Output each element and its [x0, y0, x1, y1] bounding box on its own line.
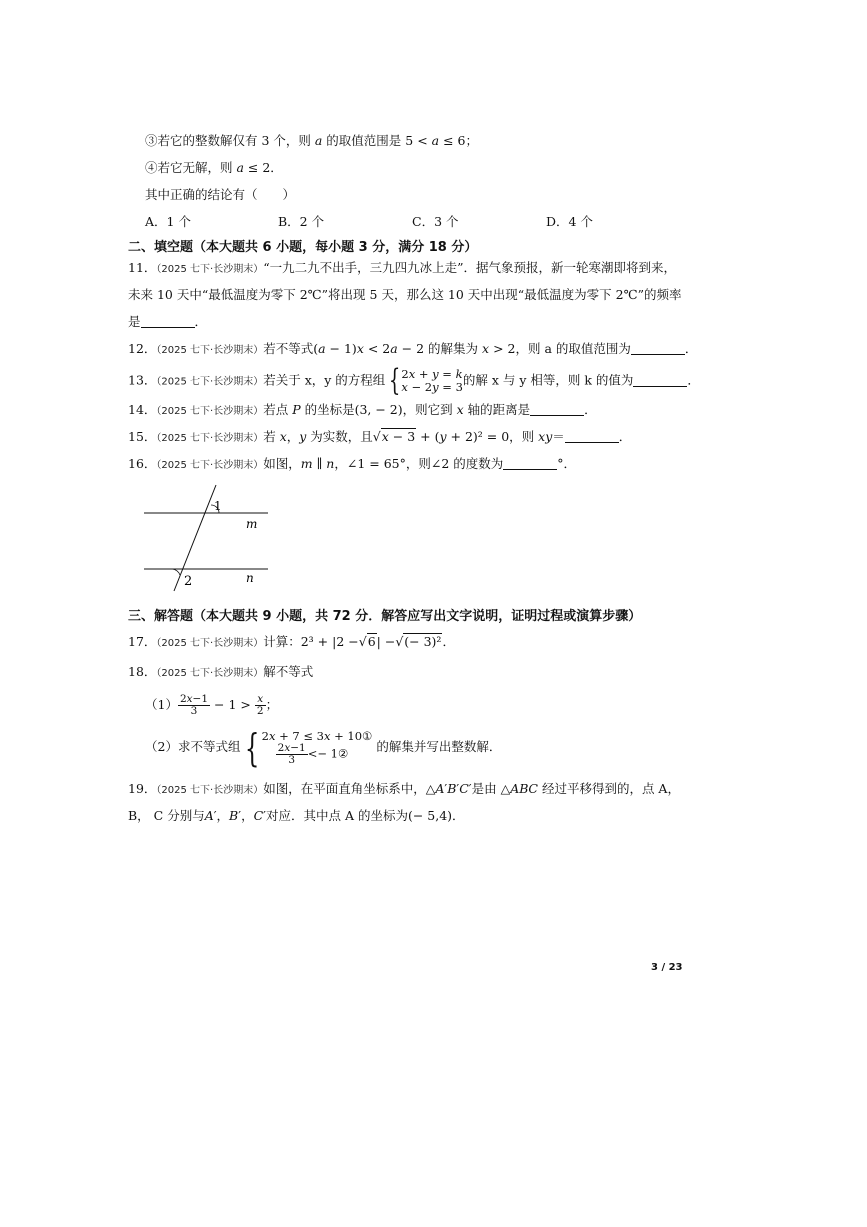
q10-option-a: A．1 个 — [145, 214, 191, 229]
q15-number: 15． — [128, 429, 157, 444]
angle-1-label: 1 — [214, 499, 222, 513]
q18-p1-numerator-2: 𝑥 — [255, 694, 266, 706]
q18-eq2-tail: <− 1② — [307, 746, 349, 760]
q10-prompt: 其中正确的结论有（ ） — [145, 187, 296, 202]
section-3-title: 三、解答题（本大题共 9 小题，共 72 分．解答应写出文字说明，证明过程或演算步骤） — [128, 609, 642, 624]
q13-brace: { — [389, 363, 401, 398]
q11-source: （2025 七下·长沙期末） — [156, 264, 264, 275]
q13-answer-blank[interactable] — [633, 374, 687, 387]
q17-radicand-2: (− 3)² — [404, 634, 442, 649]
q17-radical-2: √(− 3)² — [395, 634, 442, 649]
q15-text-b: + (𝑦 + 2)² = 0，则 𝑥𝑦＝ — [416, 429, 565, 444]
q10-item-4: ④若它无解，则 𝑎 ≤ 2． — [145, 160, 283, 175]
q18-p1-denominator: 3 — [190, 705, 198, 717]
q14-number: 14． — [128, 402, 157, 417]
q17-end: ． — [442, 634, 455, 649]
q18-eq2-denominator: 3 — [288, 753, 296, 766]
q10-option-b: B．2 个 — [278, 214, 325, 229]
q17-number: 17． — [128, 634, 157, 649]
angle-2-arc — [172, 569, 180, 575]
q10-option-c: C．3 个 — [412, 214, 459, 229]
q16-answer-blank[interactable] — [503, 457, 557, 470]
q14-text: 若点 𝑃 的坐标是(3, − 2)，则它到 𝑥 轴的距离是 — [263, 402, 531, 417]
q18-p1-denominator-2: 2 — [256, 705, 264, 717]
q18-brace: { — [245, 725, 260, 770]
q17-source: （2025 七下·长沙期末） — [156, 638, 264, 649]
q19-line-2: B， C 分别与𝐴′，𝐵′，𝐶′对应．其中点 A 的坐标为(− 5,4)． — [128, 808, 465, 823]
q18-text: 解不等式 — [263, 664, 314, 679]
q18-p1-numerator: 2𝑥−1 — [179, 693, 209, 705]
q14-source: （2025 七下·长沙期末） — [156, 406, 264, 417]
q14-answer-blank[interactable] — [530, 403, 584, 416]
q18-part-2-end: 的解集并写出整数解． — [376, 739, 502, 754]
q18-part-2-label: （2）求不等式组 — [145, 739, 241, 754]
q19-line-1 — [128, 781, 680, 799]
q18-part-1-mid: − 1 > — [214, 697, 251, 712]
q12-number: 12． — [128, 341, 157, 356]
q18-source: （2025 七下·长沙期末） — [156, 668, 264, 679]
q18-number: 18． — [128, 664, 157, 679]
q16-number: 16． — [128, 456, 157, 471]
q12-text-c: ，则 a 的取值范围为 — [515, 341, 631, 356]
q18-system — [262, 730, 373, 766]
q18-line — [128, 664, 313, 682]
q18-eq2 — [262, 743, 373, 766]
q18-part-1-end: ； — [265, 697, 279, 712]
q13-number: 13． — [128, 372, 157, 388]
q14-end: ． — [584, 402, 597, 417]
page-number: 3 / 23 — [651, 962, 683, 973]
q18-part-1-fraction — [178, 694, 210, 717]
q12-expr: (𝑎 − 1)𝑥 < 2𝑎 − 2 — [313, 341, 425, 356]
line-n-label: n — [246, 571, 254, 585]
q17-line — [128, 634, 455, 652]
q13-text-b: 的解 x 与 y 相等，则 k 的值为 — [462, 372, 634, 388]
line-m-label: m — [246, 517, 258, 531]
q18-part-1-label: （1） — [145, 697, 178, 712]
q17-text-b: | − — [376, 634, 396, 649]
q12-expr2: 𝑥 > 2 — [482, 341, 516, 356]
q18-part-1-fraction-2 — [255, 694, 266, 717]
q11-number: 11． — [128, 260, 157, 275]
q12-end: ． — [684, 341, 698, 356]
q17-radicand-1: 6 — [367, 634, 376, 649]
q14-line — [128, 402, 597, 420]
q15-radical: √𝑥 − 3 — [372, 429, 416, 444]
q19-text-1: 如图，在平面直角坐标系中，△𝐴′𝐵′𝐶′是由 △𝐴𝐵𝐶 经过平移得到的，点 A， — [263, 781, 680, 796]
q18-part-2 — [145, 725, 502, 770]
q11-end: ． — [194, 314, 208, 329]
q18-eq2-fraction — [276, 743, 308, 766]
q17-text-a: 计算：2³ + |2 − — [263, 634, 359, 649]
q15-end: ． — [618, 429, 632, 444]
q18-eq1: 2𝑥 + 7 ≤ 3𝑥 + 10① — [261, 728, 373, 743]
q13-end: ． — [687, 372, 700, 388]
q16-source: （2025 七下·长沙期末） — [156, 460, 264, 471]
q17-radical-1: √6 — [358, 634, 376, 649]
q10-option-d: D．4 个 — [546, 214, 593, 229]
q19-number: 19． — [128, 781, 157, 796]
q11-answer-blank[interactable] — [141, 315, 195, 328]
q11-line-3 — [128, 314, 207, 330]
q15-answer-blank[interactable] — [565, 430, 619, 443]
q11-text-3: 是 — [128, 314, 141, 329]
section-2-title: 二、填空题（本大题共 6 小题，每小题 3 分，满分 18 分） — [128, 240, 478, 255]
q18-eq2-numerator: 2𝑥−1 — [277, 741, 306, 754]
q12-text-b: 的解集为 — [428, 341, 479, 356]
q16-parallel-lines-figure — [140, 483, 272, 593]
q12-answer-blank[interactable] — [631, 342, 685, 355]
q13-eq2: 𝑥 − 2𝑦 = 3 — [401, 380, 463, 394]
q10-item-3: ③若它的整数解仅有 3 个，则 𝑎 的取值范围是 5 < 𝑎 ≤ 6； — [145, 133, 478, 148]
q15-text-a: 若 𝑥，𝑦 为实数，且 — [263, 429, 373, 444]
q12-source: （2025 七下·长沙期末） — [156, 345, 264, 356]
q13-source: （2025 七下·长沙期末） — [156, 376, 264, 388]
transversal-line — [174, 485, 216, 591]
q13-system — [401, 368, 463, 394]
q13-line — [128, 363, 700, 398]
q15-line — [128, 429, 631, 447]
q12-line — [128, 341, 697, 359]
q18-part-1 — [145, 692, 278, 718]
q13-text-a: 若关于 x，y 的方程组 — [263, 372, 386, 388]
q11-text-1: “一九二九不出手，三九四九冰上走”．据气象预报，新一轮寒潮即将到来， — [263, 260, 677, 275]
q16-text: 如图，𝑚 ∥ 𝑛，∠1 = 65°，则∠2 的度数为 — [263, 456, 504, 471]
q11-line-1 — [128, 260, 676, 278]
q16-end: °． — [557, 456, 577, 471]
q19-source: （2025 七下·长沙期末） — [156, 785, 264, 796]
q11-line-2: 未来 10 天中“最低温度为零下 2℃”将出现 5 天，那么这 10 天中出现“最低温度为零下 2℃”的频率 — [128, 287, 682, 302]
q15-radicand: 𝑥 − 3 — [381, 429, 416, 444]
q15-source: （2025 七下·长沙期末） — [156, 433, 264, 444]
q13-eq1: 2𝑥 + 𝑦 = 𝑘 — [401, 367, 463, 381]
q12-text-a: 若不等式 — [263, 341, 314, 356]
angle-2-label: 2 — [184, 574, 193, 589]
q16-line — [128, 456, 576, 474]
